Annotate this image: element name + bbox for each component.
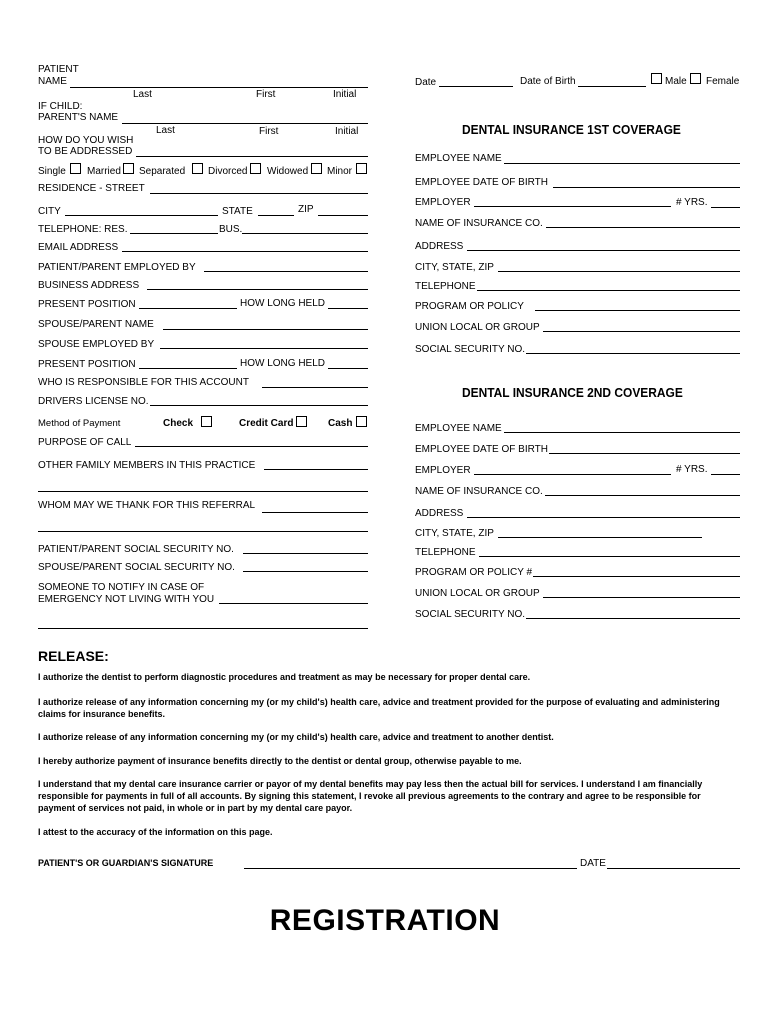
ins2-union-label: UNION LOCAL OR GROUP [415,588,540,599]
patient-ssn-label: PATIENT/PARENT SOCIAL SECURITY NO. [38,544,234,555]
email-label: EMAIL ADDRESS [38,242,119,253]
ins1-ssn-field[interactable] [526,353,740,354]
check-label: Check [163,418,194,429]
divorced-checkbox[interactable] [250,163,261,174]
drivers-label: DRIVERS LICENSE NO. [38,396,149,407]
ins1-heading: DENTAL INSURANCE 1ST COVERAGE [462,122,681,137]
ins1-yrs-field[interactable] [711,207,740,208]
ins2-yrs-label: # YRS. [676,464,708,475]
spouse-employed-field[interactable] [160,348,368,349]
ins1-telephone-field[interactable] [477,290,740,291]
ins1-address-field[interactable] [467,250,740,251]
addressed-label-2: TO BE ADDRESSED [38,146,133,157]
female-label: Female [706,76,740,87]
spouse-employed-label: SPOUSE EMPLOYED BY [38,339,155,350]
business-address-field[interactable] [147,289,368,290]
signature-date-label: DATE [580,858,606,869]
emergency-field-2[interactable] [38,628,368,629]
separated-checkbox[interactable] [192,163,203,174]
ins2-employee-name-field[interactable] [504,432,740,433]
cash-label: Cash [328,418,353,429]
release-paragraph-1: I authorize the dentist to perform diagnostic procedures and treatment as may be necessary for proper dental care. [38,672,531,682]
spouse-ssn-label: SPOUSE/PARENT SOCIAL SECURITY NO. [38,562,235,573]
release-paragraph-6: I attest to the accuracy of the information on this page. [38,827,273,837]
signature-date-field[interactable] [607,868,740,869]
ins1-employee-dob-field[interactable] [553,187,740,188]
check-checkbox[interactable] [201,416,212,427]
minor-label: Minor [327,166,353,177]
release-title: RELEASE: [38,648,109,664]
spouse-name-label: SPOUSE/PARENT NAME [38,319,154,330]
responsible-label: WHO IS RESPONSIBLE FOR THIS ACCOUNT [38,377,249,388]
responsible-field[interactable] [262,387,368,388]
dob-field[interactable] [578,86,646,87]
last-caption: Last [133,89,152,100]
ins1-yrs-label: # YRS. [676,197,708,208]
cash-checkbox[interactable] [356,416,367,427]
ins1-address-label: ADDRESS [415,241,464,252]
how-long-label: HOW LONG HELD [240,298,326,309]
state-field[interactable] [258,215,294,216]
emergency-label-1: SOMEONE TO NOTIFY IN CASE OF [38,582,205,593]
city-field[interactable] [65,215,218,216]
other-family-field[interactable] [264,469,368,470]
ins2-program-label: PROGRAM OR POLICY # [415,567,533,578]
male-label: Male [665,76,687,87]
addressed-label-1: HOW DO YOU WISH [38,135,134,146]
ins1-employer-label: EMPLOYER [415,197,471,208]
ins1-insurance-co-label: NAME OF INSURANCE CO. [415,218,543,229]
other-family-label: OTHER FAMILY MEMBERS IN THIS PRACTICE [38,460,256,471]
patient-name-field[interactable] [70,87,368,88]
ins2-employer-field[interactable] [474,474,671,475]
ins2-ssn-label: SOCIAL SECURITY NO. [415,609,526,620]
ins1-employee-dob-label: EMPLOYEE DATE OF BIRTH [415,177,548,188]
ins2-program-field[interactable] [533,576,740,577]
credit-card-checkbox[interactable] [296,416,307,427]
addressed-field[interactable] [136,156,368,157]
release-paragraph-5: I understand that my dental care insurance carrier or payor of my dental benefits may pay less then the actual bill for services. I understand I am financially responsible for payments in full of all accounts. By signing this statement, I revoke all previous agreements to the contrary and agree to be responsible for payment of services not paid, in whole or in part by my dental care payor. [38,779,703,813]
divorced-label: Divorced [208,166,248,177]
single-label: Single [38,166,66,177]
residence-field[interactable] [150,193,368,194]
business-address-label: BUSINESS ADDRESS [38,280,140,291]
ins1-city-state-zip-label: CITY, STATE, ZIP [415,262,494,273]
purpose-label: PURPOSE OF CALL [38,437,132,448]
form-title: REGISTRATION [269,904,501,937]
release-paragraph-3: I authorize release of any information concerning my (or my child's) health care, advice and treatment to another dentist. [38,732,554,742]
ins2-insurance-co-label: NAME OF INSURANCE CO. [415,486,543,497]
parents-name-field[interactable] [122,123,368,124]
ins2-telephone-label: TELEPHONE [415,547,476,558]
ins1-insurance-co-field[interactable] [546,227,740,228]
date-label: Date [415,77,437,88]
ins1-employee-name-field[interactable] [504,163,740,164]
ins1-ssn-label: SOCIAL SECURITY NO. [415,344,526,355]
widowed-label: Widowed [267,166,309,177]
minor-checkbox[interactable] [356,163,367,174]
ins2-employee-name-label: EMPLOYEE NAME [415,423,502,434]
present-position-field-2[interactable] [139,368,237,369]
state-label: STATE [222,206,253,217]
male-checkbox[interactable] [651,73,662,84]
ins2-address-label: ADDRESS [415,508,464,519]
ins1-employee-name-label: EMPLOYEE NAME [415,153,502,164]
initial-caption: Initial [333,89,357,100]
spouse-name-field[interactable] [163,329,368,330]
ins1-union-label: UNION LOCAL OR GROUP [415,322,540,333]
employed-by-field[interactable] [204,271,368,272]
spouse-ssn-field[interactable] [243,571,368,572]
ins2-employer-label: EMPLOYER [415,465,471,476]
how-long-field-2[interactable] [328,368,368,369]
first-caption: First [256,89,276,100]
last-caption-2: Last [156,125,175,136]
married-label: Married [87,166,121,177]
ins2-heading: DENTAL INSURANCE 2ND COVERAGE [462,385,683,400]
bus-label: BUS. [219,224,243,235]
signature-field[interactable] [244,868,577,869]
bus-field[interactable] [242,233,368,234]
dob-label: Date of Birth [520,76,576,87]
patient-label: PATIENT [38,64,79,75]
first-caption-2: First [259,126,279,137]
tel-res-field[interactable] [130,233,218,234]
how-long-field[interactable] [328,308,368,309]
ins1-program-label: PROGRAM OR POLICY [415,301,524,312]
ins2-ssn-field[interactable] [526,618,740,619]
credit-card-label: Credit Card [239,418,294,429]
if-child-label: IF CHILD: [38,101,83,112]
ins2-yrs-field[interactable] [711,474,740,475]
emergency-field[interactable] [219,603,368,604]
purpose-field[interactable] [135,446,368,447]
ins1-program-field[interactable] [535,310,740,311]
present-position-field[interactable] [139,308,237,309]
drivers-field[interactable] [150,405,368,406]
initial-caption-2: Initial [335,126,359,137]
married-checkbox[interactable] [123,163,134,174]
email-field[interactable] [122,251,368,252]
ins2-employee-dob-field[interactable] [549,453,740,454]
how-long-label-2: HOW LONG HELD [240,358,326,369]
payment-label: Method of Payment [38,418,121,429]
ins2-city-state-zip-label: CITY, STATE, ZIP [415,528,494,539]
present-position-label-2: PRESENT POSITION [38,359,136,370]
name-label: NAME [38,76,67,87]
ins1-city-state-zip-field[interactable] [498,271,740,272]
signature-label: PATIENT'S OR GUARDIAN'S SIGNATURE [38,858,214,868]
ins2-city-state-zip-field[interactable] [498,537,702,538]
single-checkbox[interactable] [70,163,81,174]
employed-by-label: PATIENT/PARENT EMPLOYED BY [38,262,196,273]
city-label: CITY [38,206,61,217]
ins2-address-field[interactable] [467,517,740,518]
ins2-telephone-field[interactable] [479,556,740,557]
ins1-union-field[interactable] [543,331,740,332]
ins2-insurance-co-field[interactable] [545,495,740,496]
widowed-checkbox[interactable] [311,163,322,174]
ins2-employee-dob-label: EMPLOYEE DATE OF BIRTH [415,444,548,455]
release-paragraph-2: I authorize release of any information concerning my (or my child's) health care, advice and treatment provided for the purpose of evaluating and administering claims for insurance benefits. [38,697,720,719]
referral-field-2[interactable] [38,531,368,532]
residence-label: RESIDENCE - STREET [38,183,145,194]
zip-label: ZIP [298,204,314,215]
zip-field[interactable] [318,215,368,216]
referral-label: WHOM MAY WE THANK FOR THIS REFERRAL [38,500,256,511]
present-position-label: PRESENT POSITION [38,299,136,310]
female-checkbox[interactable] [690,73,701,84]
ins2-union-field[interactable] [543,597,740,598]
ins1-telephone-label: TELEPHONE [415,281,476,292]
referral-field[interactable] [262,512,368,513]
patient-ssn-field[interactable] [243,553,368,554]
date-field[interactable] [439,86,513,87]
ins1-employer-field[interactable] [474,206,671,207]
other-family-field-2[interactable] [38,491,368,492]
separated-label: Separated [139,166,186,177]
emergency-label-2: EMERGENCY NOT LIVING WITH YOU [38,594,215,605]
parents-name-label: PARENT'S NAME [38,112,119,123]
tel-res-label: TELEPHONE: RES. [38,224,128,235]
release-paragraph-4: I hereby authorize payment of insurance benefits directly to the dentist or dental group, otherwise payable to me. [38,756,522,766]
